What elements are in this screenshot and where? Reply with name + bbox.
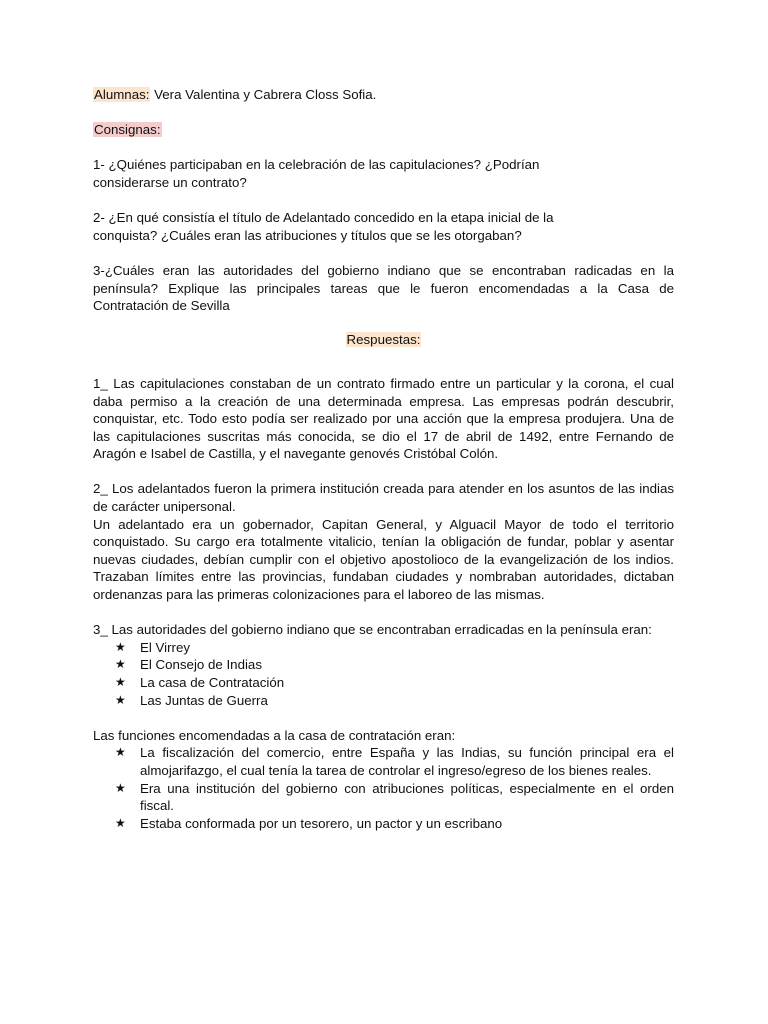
list-item: ★ El Consejo de Indias bbox=[115, 657, 262, 673]
list-item: ★ Era una institución del gobierno con atribuciones políticas, especialmente en el orden fiscal. bbox=[115, 780, 674, 814]
star-icon: ★ bbox=[115, 815, 126, 830]
star-icon: ★ bbox=[115, 657, 126, 672]
question-2: 2- ¿En qué consistía el título de Adelantado concedido en la etapa inicial de la conquista? ¿Cuáles eran las atribuciones y títulos que se les otorgaban? bbox=[93, 210, 554, 243]
students-names: Vera Valentina y Cabrera Closs Sofia. bbox=[150, 87, 377, 102]
instructions-heading bbox=[93, 121, 674, 139]
question-3: 3-¿Cuáles eran las autoridades del gobierno indiano que se encontraban radicadas en la península? Explique las principales tareas que le fueron encomendadas a la Casa de Contratación de Sevilla bbox=[93, 262, 674, 314]
functions-intro: Las funciones encomendadas a la casa de contratación eran: bbox=[93, 727, 456, 743]
list-item: ★ La fiscalización del comercio, entre España y las Indias, su función principal era el almojarifazgo, el cual tenía la tarea de controlar el ingreso/egreso de los bienes reales. bbox=[115, 745, 674, 778]
question-1: 1- ¿Quiénes participaban en la celebración de las capitulaciones? ¿Podrían considerarse un contrato? bbox=[93, 157, 540, 190]
star-icon: ★ bbox=[115, 639, 126, 654]
document-body bbox=[93, 86, 674, 832]
star-icon: ★ bbox=[115, 675, 126, 689]
students-line bbox=[93, 86, 674, 104]
authorities-list bbox=[93, 639, 674, 709]
instructions-label: Consignas: bbox=[94, 122, 161, 138]
answer-2-body: Un adelantado era un gobernador, Capitan General, y Alguacil Mayor de todo el territorio conquistado. Su cargo era totalmente vitalicio, tenían la obligación de fundar, poblar y asentar nuevas ciudades, debían cumplir con el objetivo apostolioco de la evangelización de los indios. Trazaban límites entre las provincias, fundaban ciudades y nombraban autoridades, dictaban ordenanzas para las primeras colonizaciones para el laboreo de las mismas. bbox=[93, 516, 674, 603]
star-icon: ★ bbox=[115, 745, 126, 760]
answer-2-intro: 2_ Los adelantados fueron la primera institución creada para atender en los asuntos de las indias de carácter unipersonal. bbox=[93, 481, 674, 515]
answers-heading bbox=[93, 331, 674, 349]
star-icon: ★ bbox=[115, 780, 126, 795]
functions-list bbox=[93, 744, 674, 832]
answers-heading-label: Respuestas: bbox=[346, 331, 421, 347]
list-item: ★ La casa de Contratación bbox=[115, 675, 285, 690]
answer-1: 1_ Las capitulaciones constaban de un contrato firmado entre un particular y la corona, el cual daba permiso a la creación de una determinada empresa. Las empresas podrán descubrir, conquistar, etc. Todo esto podía ser realizado por una acción que la empresa produjera. Una de las capitulaciones suscritas más conocida, se dio el 17 de abril de 1492, entre Fernando de Aragón e Isabel de Castilla, y el navegante genovés Cristóbal Colón. bbox=[93, 375, 674, 462]
answer-3-intro: 3_ Las autoridades del gobierno indiano que se encontraban erradicadas en la península eran: bbox=[93, 622, 652, 638]
students-label: Alumnas: bbox=[94, 87, 150, 102]
list-item: ★ Estaba conformada por un tesorero, un pactor y un escribano bbox=[115, 815, 503, 831]
star-icon: ★ bbox=[115, 692, 126, 707]
list-item: ★ Las Juntas de Guerra bbox=[115, 692, 268, 708]
list-item: ★ El Virrey bbox=[115, 639, 190, 655]
